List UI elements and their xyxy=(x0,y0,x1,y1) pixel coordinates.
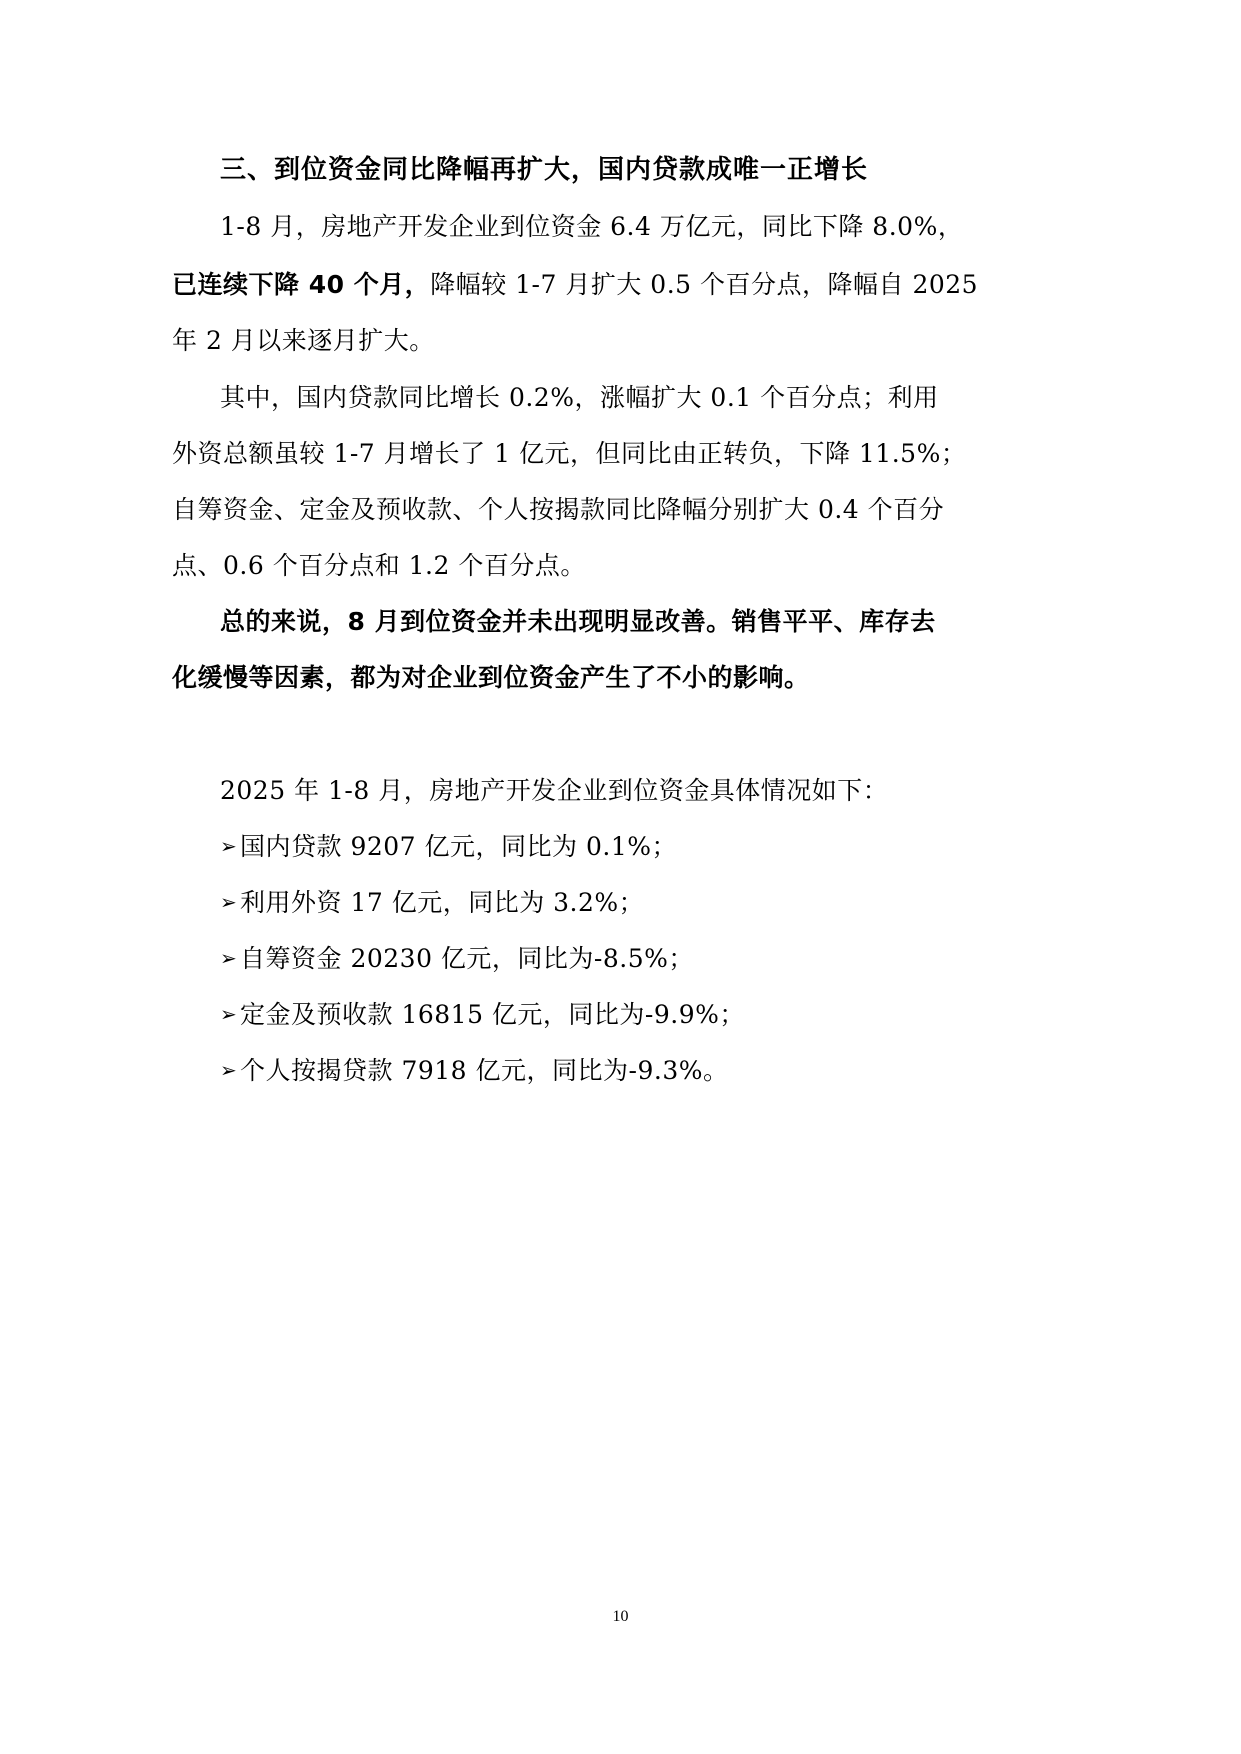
emphasis-text: 已连续下降 40 个月， xyxy=(172,270,431,299)
paragraph-line: 其中，国内贷款同比增长 0.2%，涨幅扩大 0.1 个百分点；利用 xyxy=(220,383,939,412)
list-item-text: 利用外资 17 亿元，同比为 3.2%； xyxy=(240,888,645,917)
list-item-text: 定金及预收款 16815 亿元，同比为-9.9%； xyxy=(240,1000,745,1029)
list-item xyxy=(220,1053,728,1088)
list-item xyxy=(220,829,677,864)
paragraph-line: 自筹资金、定金及预收款、个人按揭款同比降幅分别扩大 0.4 个百分 xyxy=(172,495,945,524)
arrow-bullet-icon: ➢ xyxy=(220,1058,238,1082)
list-item xyxy=(220,885,644,920)
paragraph-text: 降幅较 1-7 月扩大 0.5 个百分点，降幅自 2025 xyxy=(430,270,979,299)
list-item xyxy=(220,997,745,1032)
list-item-text: 国内贷款 9207 亿元，同比为 0.1%； xyxy=(240,832,677,861)
list-intro: 2025 年 1-8 月，房地产开发企业到位资金具体情况如下： xyxy=(220,776,889,805)
list-item-text: 个人按揭贷款 7918 亿元，同比为-9.3%。 xyxy=(240,1056,729,1085)
list-item-text: 自筹资金 20230 亿元，同比为-8.5%； xyxy=(240,944,694,973)
paragraph-line: 外资总额虽较 1-7 月增长了 1 亿元，但同比由正转负，下降 11.5%； xyxy=(172,439,967,468)
summary-line: 化缓慢等因素，都为对企业到位资金产生了不小的影响。 xyxy=(172,663,810,692)
arrow-bullet-icon: ➢ xyxy=(220,1002,238,1026)
paragraph-line xyxy=(172,268,978,302)
arrow-bullet-icon: ➢ xyxy=(220,834,238,858)
paragraph-line: 1-8 月，房地产开发企业到位资金 6.4 万亿元，同比下降 8.0%， xyxy=(220,212,964,241)
section-heading: 三、到位资金同比降幅再扩大，国内贷款成唯一正增长 xyxy=(220,155,869,185)
arrow-bullet-icon: ➢ xyxy=(220,946,238,970)
page-number: 10 xyxy=(612,1608,629,1625)
list-item xyxy=(220,941,694,976)
paragraph-line: 点、0.6 个百分点和 1.2 个百分点。 xyxy=(172,551,586,580)
summary-line: 总的来说，8 月到位资金并未出现明显改善。销售平平、库存去 xyxy=(220,607,936,636)
paragraph-line: 年 2 月以来逐月扩大。 xyxy=(172,326,435,355)
arrow-bullet-icon: ➢ xyxy=(220,890,238,914)
